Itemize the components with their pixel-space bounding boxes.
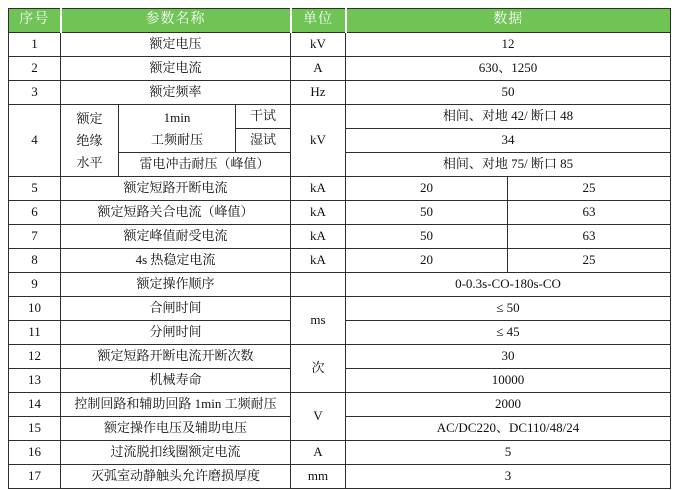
cell-data-15: AC/DC220、DC110/48/24 [346,417,671,441]
cell-param-6: 额定短路关合电流（峰值） [61,201,291,225]
cell-unit-6: kA [291,201,346,225]
cell-data-2: 630、1250 [346,57,671,81]
cell-no-8: 8 [9,249,61,273]
cell-unit-1: kV [291,33,346,57]
param-line: 绝缘 [76,132,103,148]
header-row [9,9,671,33]
cell-param-4-wet: 湿试 [236,129,291,153]
cell-param-14: 控制回路和辅助回路 1min 工频耐压 [61,393,291,417]
cell-unit-12-13: 次 [291,345,346,393]
table-row [9,57,671,81]
cell-data-9: 0-0.3s-CO-180s-CO [346,273,671,297]
cell-unit-7: kA [291,225,346,249]
cell-data-13: 10000 [346,369,671,393]
cell-unit-5: kA [291,177,346,201]
cell-param-4-dry: 干试 [236,105,291,129]
cell-data-1: 12 [346,33,671,57]
cell-no-12: 12 [9,345,61,369]
cell-no-4: 4 [9,105,61,177]
cell-no-7: 7 [9,225,61,249]
cell-data-14: 2000 [346,393,671,417]
cell-unit-16: A [291,441,346,465]
cell-unit-17: mm [291,465,346,489]
cell-param-1: 额定电压 [61,33,291,57]
param-line: 额定 [76,110,103,126]
cell-data-8a: 20 [346,249,508,273]
table-row [9,441,671,465]
cell-param-15: 额定操作电压及辅助电压 [61,417,291,441]
cell-data-5a: 20 [346,177,508,201]
cell-unit-3: Hz [291,81,346,105]
cell-param-4-impulse: 雷电冲击耐压（峰值） [119,153,291,177]
table-row [9,225,671,249]
cell-no-10: 10 [9,297,61,321]
cell-data-12: 30 [346,345,671,369]
cell-data-11: ≤ 45 [346,321,671,345]
cell-param-10: 合闸时间 [61,297,291,321]
cell-data-4-wet: 34 [346,129,671,153]
cell-param-4-freq [119,105,236,153]
cell-data-7a: 50 [346,225,508,249]
cell-no-6: 6 [9,201,61,225]
cell-param-13: 机械寿命 [61,369,291,393]
cell-param-17: 灭弧室动静触头允许磨损厚度 [61,465,291,489]
cell-param-7: 额定峰值耐受电流 [61,225,291,249]
table-row [9,393,671,417]
cell-no-2: 2 [9,57,61,81]
param-line: 1min [163,109,191,125]
cell-no-13: 13 [9,369,61,393]
cell-data-8b: 25 [508,249,671,273]
cell-data-10: ≤ 50 [346,297,671,321]
cell-param-5: 额定短路开断电流 [61,177,291,201]
cell-unit-8: kA [291,249,346,273]
cell-data-7b: 63 [508,225,671,249]
cell-data-5b: 25 [508,177,671,201]
table-row [9,33,671,57]
cell-no-15: 15 [9,417,61,441]
cell-no-9: 9 [9,273,61,297]
table-row [9,201,671,225]
header-param: 参数名称 [61,9,291,33]
cell-unit-9 [291,273,346,297]
cell-no-17: 17 [9,465,61,489]
header-unit: 单位 [291,9,346,33]
header-no: 序号 [9,9,61,33]
table-row [9,105,671,129]
table-row [9,465,671,489]
table-row [9,345,671,369]
cell-no-1: 1 [9,33,61,57]
cell-data-17: 3 [346,465,671,489]
cell-data-3: 50 [346,81,671,105]
cell-no-14: 14 [9,393,61,417]
cell-no-5: 5 [9,177,61,201]
cell-data-6a: 50 [346,201,508,225]
table-row [9,297,671,321]
cell-unit-14-15: V [291,393,346,441]
spec-table [8,8,671,489]
table-row [9,177,671,201]
cell-no-3: 3 [9,81,61,105]
cell-data-4-impulse: 相间、对地 75/ 断口 85 [346,153,671,177]
cell-param-11: 分闸时间 [61,321,291,345]
cell-unit-10-11: ms [291,297,346,345]
param-line: 工频耐压 [150,131,203,147]
header-data: 数据 [346,9,671,33]
cell-no-11: 11 [9,321,61,345]
cell-param-12: 额定短路开断电流开断次数 [61,345,291,369]
cell-data-6b: 63 [508,201,671,225]
cell-param-4-group [61,105,119,177]
cell-param-2: 额定电流 [61,57,291,81]
cell-unit-4: kV [291,105,346,177]
table-row [9,81,671,105]
cell-unit-2: A [291,57,346,81]
cell-param-9: 额定操作顺序 [61,273,291,297]
cell-data-16: 5 [346,441,671,465]
param-line: 水平 [76,154,103,170]
table-row [9,249,671,273]
cell-param-8: 4s 热稳定电流 [61,249,291,273]
cell-param-3: 额定频率 [61,81,291,105]
cell-param-16: 过流脱扣线圈额定电流 [61,441,291,465]
cell-no-16: 16 [9,441,61,465]
cell-data-4-dry: 相间、对地 42/ 断口 48 [346,105,671,129]
table-row [9,273,671,297]
